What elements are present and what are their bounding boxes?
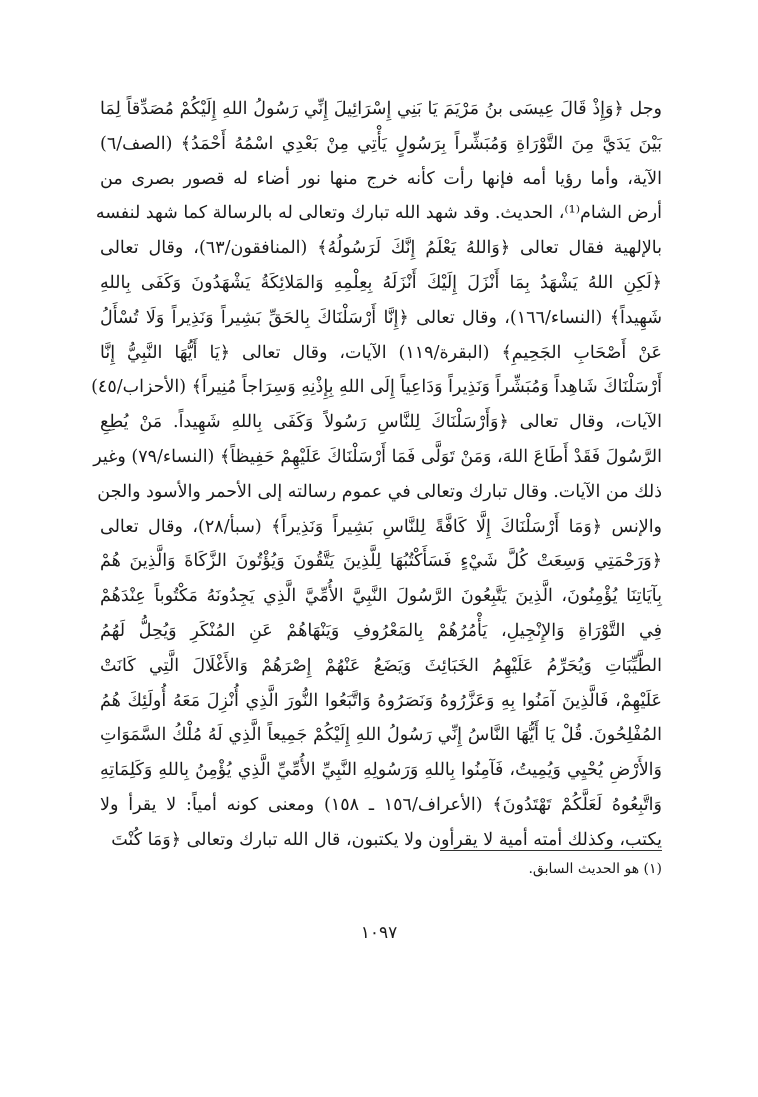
text-line: بَيْنَ يَدَيَّ مِنَ التَّوْرَاةِ وَمُبَشِّراً بِرَسُولٍ يَأْتِي مِنْ بَعْدِي اسْمُهُ أَحْمَدُ﴾ (الصف/٦) (100, 133, 662, 154)
text-line: ﴿وَرَحْمَتِي وَسِعَتْ كُلَّ شَيْءٍ فَسَأَكْتُبُهَا لِلَّذِينَ يَتَّقُونَ وَيُؤْتُونَ الزَّكَاةَ وَالَّذِينَ هُمْ (100, 551, 662, 572)
text-line: ذلك من الآيات. وقال تبارك وتعالى في عموم رسالته إلى الأحمر والأسود والجن (97, 481, 662, 502)
text-line: بِآيَاتِنَا يُؤْمِنُونَ، الَّذِينَ يَتَّبِعُونَ الرَّسُولَ النَّبِيَّ الأُمِّيَّ الَّذِي يَجِدُونَهُ مَكْتُوباً عِنْدَهُمْ (100, 586, 662, 607)
text-line: أَرْسَلْنَاكَ شَاهِداً وَمُبَشِّراً وَنَذِيراً وَدَاعِياً إِلَى اللهِ بِإِذْنِهِ وَسِرَاجاً مُنِيراً﴾ (الأحزاب/٤٥) (91, 377, 662, 398)
text-line: أرض الشام⁽¹⁾، الحديث. وقد شهد الله تبارك وتعالى له بالرسالة كما شهد لنفسه (95, 203, 662, 224)
text-line: يكتب، وكذلك أمته أمية لا يقرأون ولا يكتبون، قال الله تبارك وتعالى ﴿وَمَا كُنْتَ (111, 829, 662, 850)
footnote-divider (440, 850, 662, 851)
text-line: الآيات، وقال تعالى ﴿وَأَرْسَلْنَاكَ لِلنَّاسِ رَسُولاً وَكَفَى بِاللهِ شَهِيداً. مَنْ يُطِعِ (100, 412, 662, 433)
text-line: وجل ﴿وَإِذْ قَالَ عِيسَى بنُ مَرْيَمَ يَا بَنِي إِسْرَائِيلَ إِنِّي رَسُولُ اللهِ إِلَيْكُمْ مُصَدِّقاً لِمَا (100, 99, 662, 119)
text-line: وَالأَرْضِ يُحْيِي وَيُمِيتُ، فَآمِنُوا بِاللهِ وَرَسُولِهِ النَّبِيِّ الأُمِّيِّ الَّذِي يُؤْمِنُ بِاللهِ وَكَلِمَاتِهِ (100, 760, 662, 781)
text-line: بالإلهية فقال تعالى ﴿وَاللهُ يَعْلَمُ إِنَّكَ لَرَسُولُهُ﴾ (المنافقون/٦٣)، وقال تعالى (100, 238, 662, 259)
text-line: شَهِيداً﴾ (النساء/١٦٦)، وقال تعالى ﴿إِنَّا أَرْسَلْنَاكَ بِالحَقِّ بَشِيراً وَنَذِيراً وَلَا تُسْأَلُ (100, 307, 663, 328)
footnote: (١) هو الحديث السابق. (528, 861, 662, 877)
text-line: الطَّيِّبَاتِ وَيُحَرِّمُ عَلَيْهِمُ الخَبَائِثَ وَيَضَعُ عَنْهُمْ إِصْرَهُمْ وَالأَغْلَالَ الَّتِي كَانَتْ (100, 655, 662, 676)
text-line: عَلَيْهِمْ، فَالَّذِينَ آمَنُوا بِهِ وَعَزَّرُوهُ وَنَصَرُوهُ وَاتَّبَعُوا النُّورَ الَّذِي أُنْزِلَ مَعَهُ أُولَئِكَ هُمُ (100, 690, 662, 711)
text-line: المُفْلِحُونَ. قُلْ يَا أَيُّهَا النَّاسُ إِنِّي رَسُولُ اللهِ إِلَيْكُمْ جَمِيعاً الَّذِي لَهُ مُلْكُ السَّمَوَاتِ (100, 725, 662, 746)
page-number: ١٠٩٧ (360, 923, 398, 943)
text-line: وَاتَّبِعُوهُ لَعَلَّكُمْ تَهْتَدُونَ﴾ (الأعراف/١٥٦ ـ ١٥٨) ومعنى كونه أمياً: لا يقرأ ولا (100, 794, 662, 815)
text-line: ﴿لَكِنِ اللهُ يَشْهَدُ بِمَا أَنْزَلَ إِلَيْكَ أَنْزَلَهُ بِعِلْمِهِ وَالمَلائِكَةُ يَشْهَدُونَ وَكَفَى بِاللهِ (100, 272, 662, 293)
text-line: عَنْ أَصْحَابِ الجَحِيمِ﴾ (البقرة/١١٩) الآيات، وقال تعالى ﴿يَا أَيُّهَا النَّبِيُّ إِنَّا (100, 342, 662, 363)
text-line: فِي التَّوْرَاةِ وَالإِنْجِيلِ، يَأْمُرُهُمْ بِالمَعْرُوفِ وَيَنْهَاهُمْ عَنِ المُنْكَرِ وَيُحِلُّ لَهُمُ (100, 620, 662, 641)
text-line: والإنس ﴿وَمَا أَرْسَلْنَاكَ إِلَّا كَافَّةً لِلنَّاسِ بَشِيراً وَنَذِيراً﴾ (سبأ/٢٨)، وقال تعالى (100, 516, 663, 537)
body-text (91, 92, 663, 858)
text-line: الرَّسُولَ فَقَدْ أَطَاعَ اللهَ، وَمَنْ تَوَلَّى فَمَا أَرْسَلْنَاكَ عَلَيْهِمْ حَفِيظاً﴾ (النساء/٧٩) وغير (93, 446, 662, 467)
text-line: الآية، وأما رؤيا أمه فإنها رأت كأنه خرج منها نور أضاء له قصور بصرى من (100, 168, 662, 189)
